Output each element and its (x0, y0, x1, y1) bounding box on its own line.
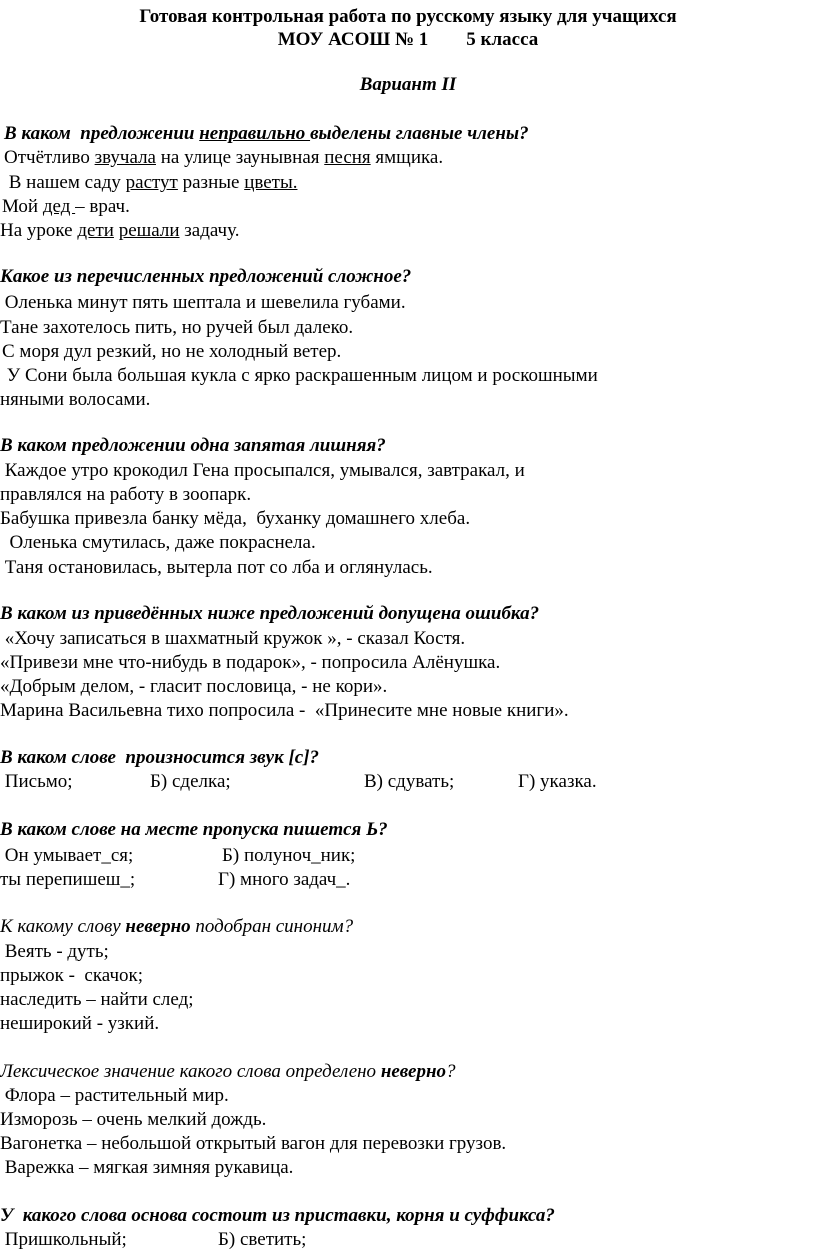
question-2-option-a: Оленька минут пять шептала и шевелила губами. (0, 292, 406, 313)
question-8-title: Лексическое значение какого слова определено неверно? (0, 1061, 456, 1082)
question-5-title: В каком слове произносится звук [с]? (0, 747, 320, 768)
question-2-option-d: У Сони была большая кукла с ярко раскрашенным лицом и роскошными (2, 365, 598, 386)
question-5-option-a: Письмо; (0, 771, 73, 792)
question-2-option-d-cont: няными волосами. (0, 389, 151, 410)
question-9-option-b: Б) светить; (218, 1229, 307, 1250)
question-7-option-b: прыжок - скачок; (0, 965, 144, 986)
question-7-option-a: Веять - дуть; (0, 941, 109, 962)
question-3-option-c: Оленька смутилась, даже покраснела. (0, 532, 316, 553)
question-1-option-a: Отчётливо звучала на улице заунывная песня ямщика. (4, 147, 444, 168)
question-4-option-d: Марина Васильевна тихо попросила - «Принесите мне новые книги». (0, 700, 569, 721)
question-3-option-d: Таня остановилась, вытерла пот со лба и оглянулась. (0, 557, 433, 578)
question-3-option-a: Каждое утро крокодил Гена просыпался, умывался, завтракал, и (0, 460, 525, 481)
question-7-title: К какому слову неверно подобран синоним? (0, 916, 354, 937)
question-8-option-b: Изморозь – очень мелкий дождь. (0, 1109, 267, 1130)
question-2-title: Какое из перечисленных предложений сложное? (0, 266, 412, 287)
question-7-option-c: наследить – найти след; (0, 989, 194, 1010)
question-3-title: В каком предложении одна запятая лишняя? (0, 435, 386, 456)
question-2-option-c: С моря дул резкий, но не холодный ветер. (2, 341, 342, 362)
question-6-option-a: Он умывает_ся; (0, 845, 134, 866)
question-8-option-c: Вагонетка – небольшой открытый вагон для перевозки грузов. (0, 1133, 507, 1154)
document-subtitle: МОУ АСОШ № 1 5 класса (277, 29, 539, 50)
question-6-option-d: Г) много задач_. (218, 869, 351, 890)
document-title: Готовая контрольная работа по русскому языку для учащихся (139, 6, 677, 27)
question-4-option-b: «Привези мне что-нибудь в подарок», - попросила Алёнушка. (0, 652, 501, 673)
question-3-option-b: Бабушка привезла банку мёда, буханку домашнего хлеба. (0, 508, 471, 529)
question-5-option-b: Б) сделка; (150, 771, 231, 792)
question-6-title: В каком слове на месте пропуска пишется Ь? (0, 819, 388, 840)
question-9-title: У какого слова основа состоит из приставки, корня и суффикса? (0, 1205, 555, 1226)
question-1-option-c: Мой дед – врач. (2, 196, 130, 217)
question-2-option-b: Тане захотелось пить, но ручей был далеко. (0, 317, 354, 338)
question-5-option-d: Г) указка. (518, 771, 597, 792)
question-8-option-d: Варежка – мягкая зимняя рукавица. (0, 1157, 294, 1178)
question-4-option-c: «Добрым делом, - гласит пословица, - не кори». (0, 676, 388, 697)
question-6-option-c: ты перепишеш_; (0, 869, 136, 890)
variant-heading: Вариант II (359, 74, 457, 95)
question-4-option-a: «Хочу записаться в шахматный кружок », - сказал Костя. (0, 628, 466, 649)
question-1-option-d: На уроке дети решали задачу. (0, 220, 240, 241)
question-8-option-a: Флора – растительный мир. (0, 1085, 229, 1106)
question-6-option-b: Б) полуноч_ник; (222, 845, 356, 866)
question-9-option-a: Пришкольный; (0, 1229, 127, 1250)
question-4-title: В каком из приведённых ниже предложений допущена ошибка? (0, 603, 540, 624)
question-1-option-b: В нашем саду растут разные цветы. (4, 172, 298, 193)
question-1-title: В каком предложении неправильно выделены главные члены? (4, 123, 529, 144)
question-7-option-d: неширокий - узкий. (0, 1013, 160, 1034)
question-3-option-a-cont: правлялся на работу в зоопарк. (0, 484, 252, 505)
question-5-option-c: В) сдувать; (364, 771, 455, 792)
